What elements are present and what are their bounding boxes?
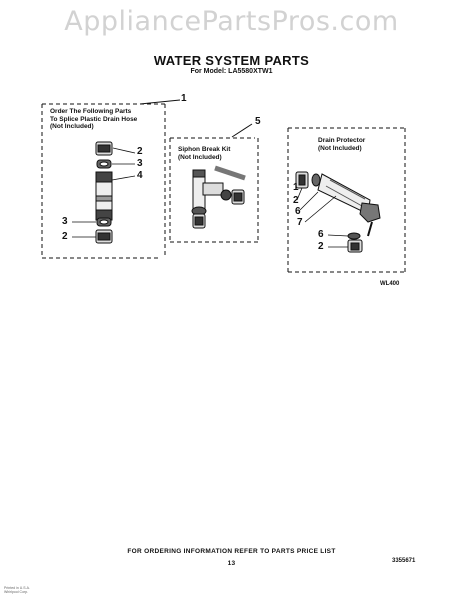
callout-box3-1: 1 bbox=[293, 182, 299, 193]
model-subtitle: For Model: LA5580XTW1 bbox=[190, 68, 273, 75]
box-1-parts bbox=[96, 142, 112, 243]
box-1-note-line-1: Order The Following Parts bbox=[50, 108, 132, 115]
callout-box3-6: 6 bbox=[295, 206, 301, 217]
leader-line-1 bbox=[140, 100, 180, 104]
box-2-note-line-2: (Not Included) bbox=[178, 153, 222, 161]
page-number: 13 bbox=[227, 560, 236, 567]
box-1-note bbox=[50, 108, 137, 131]
callout-4: 4 bbox=[137, 170, 143, 181]
box-1-note-line-3: (Not Included) bbox=[50, 123, 94, 130]
callout-box3-2: 2 bbox=[293, 195, 299, 206]
callout-2-top: 2 bbox=[137, 146, 143, 157]
document-number: 3355671 bbox=[392, 558, 416, 564]
callout-box3-6-lower: 6 bbox=[318, 229, 324, 240]
protector-clamp bbox=[360, 203, 380, 222]
callout-5: 5 bbox=[255, 116, 261, 127]
box-3-parts bbox=[296, 172, 380, 252]
leader-line-5 bbox=[232, 124, 252, 137]
box-3-note bbox=[318, 137, 365, 152]
corner-line-2: Whirlpool Corp. bbox=[4, 590, 29, 594]
box-3-note-line-1: Drain Protector bbox=[318, 137, 366, 144]
callout-3-bottom: 3 bbox=[62, 216, 68, 227]
box-3-note-line-2: (Not Included) bbox=[318, 144, 362, 152]
corner-line-1: Printed in U.S.A. bbox=[4, 586, 30, 590]
box-2-note-line-1: Siphon Break Kit bbox=[178, 146, 231, 153]
box-1-note-line-2: To Splice Plastic Drain Hose bbox=[50, 115, 138, 123]
box-2-note bbox=[178, 146, 230, 161]
page-title: WATER SYSTEM PARTS bbox=[153, 53, 310, 68]
corner-fine-print bbox=[4, 586, 30, 594]
callout-1: 1 bbox=[181, 93, 187, 104]
watermark: AppliancePartsPros.com bbox=[64, 6, 399, 37]
ordering-info: FOR ORDERING INFORMATION REFER TO PARTS PRICE LIST bbox=[127, 548, 336, 555]
box-2-parts bbox=[192, 168, 245, 228]
callout-box3-7: 7 bbox=[297, 217, 303, 228]
callout-2-bottom: 2 bbox=[62, 231, 68, 242]
callout-box3-2-lower: 2 bbox=[318, 241, 324, 252]
siphon-tube bbox=[215, 168, 245, 178]
figure-code: WL400 bbox=[380, 281, 400, 287]
callout-3-top: 3 bbox=[137, 158, 143, 169]
